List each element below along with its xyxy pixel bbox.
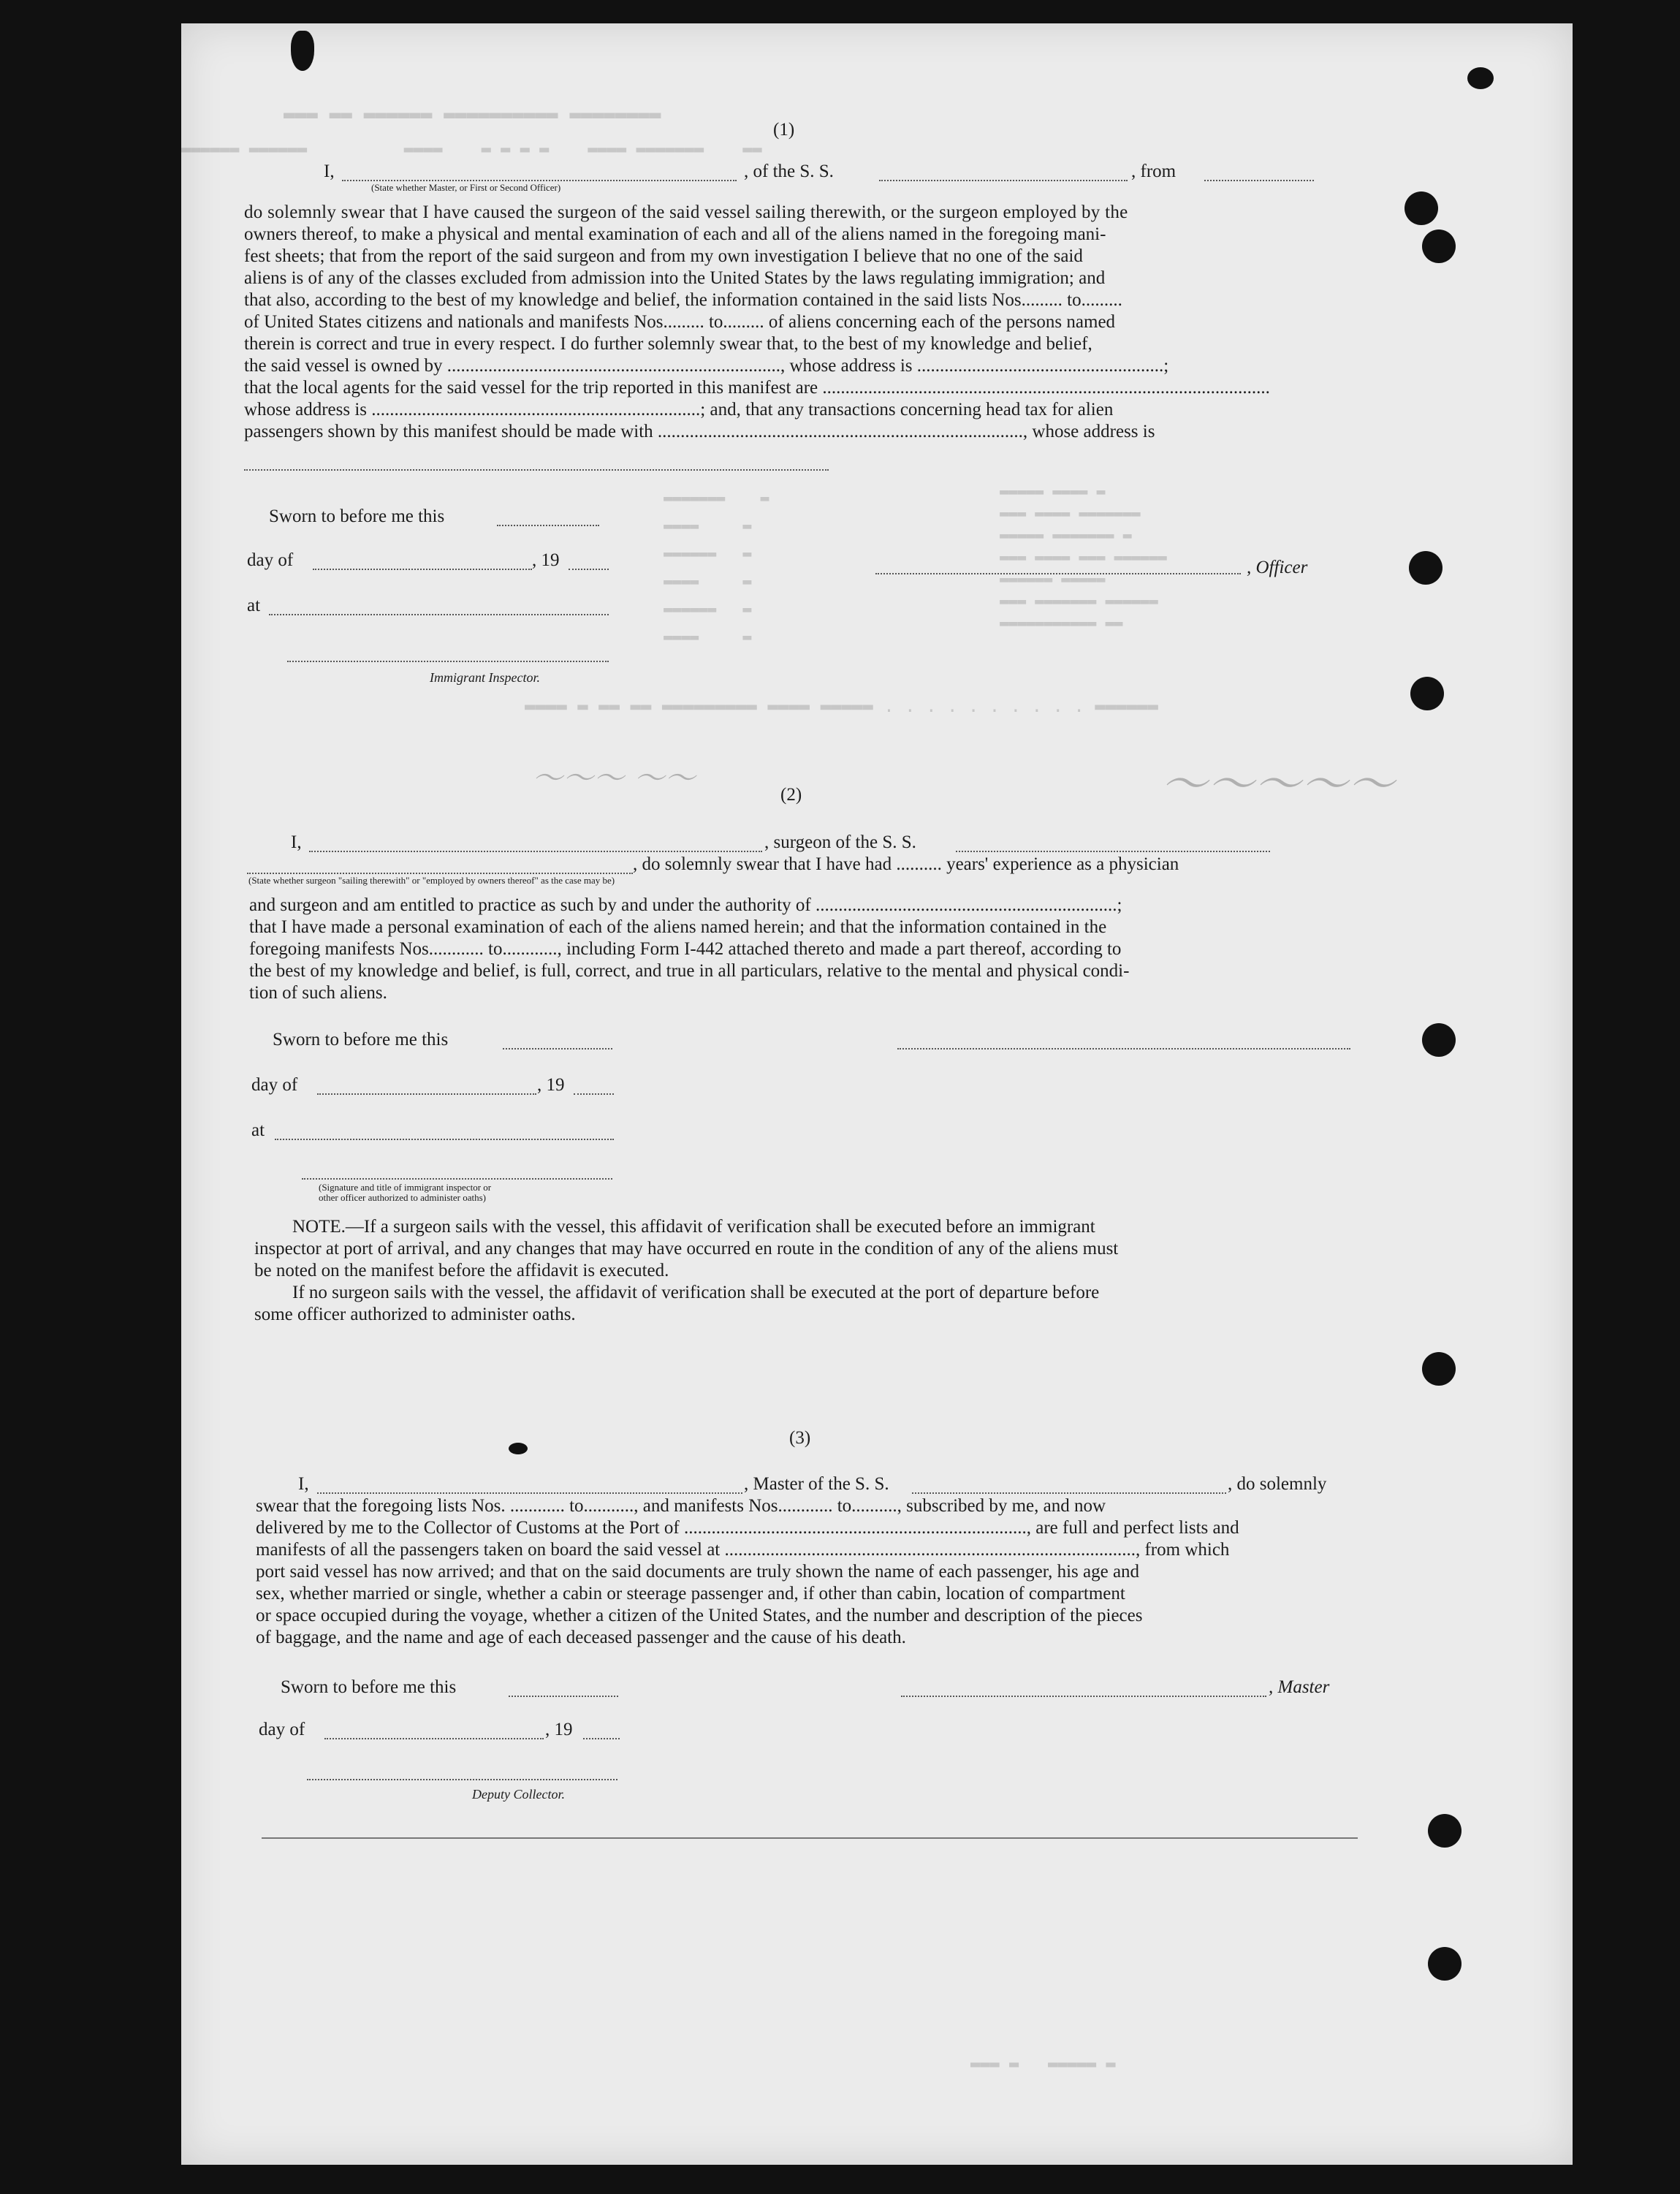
section-2-day-of: day of <box>251 1075 298 1095</box>
section-3-number: (3) <box>789 1428 811 1448</box>
section-1-i: I, <box>324 162 335 181</box>
binder-hole <box>1422 1023 1456 1057</box>
bleed-through-text: ▬▬▬▬▬▬▬ ▬ ▬▬▬▬ ▬ ▬▬▬▬▬▬ ▬ ▬▬▬▬ ▬ ▬▬▬▬▬▬ ▬ ▬▬▬▬ ▬ <box>664 489 769 645</box>
sig-caption-line-2: other officer authorized to administer oaths) <box>319 1192 486 1203</box>
surgeon-vessel-field <box>956 851 1270 852</box>
officer-signature-field <box>875 573 1241 574</box>
inspector-signature-field-2 <box>302 1178 612 1180</box>
year-field <box>569 569 609 570</box>
section-1-of-ss: , of the S. S. <box>744 162 834 181</box>
vessel-name-field <box>879 180 1128 181</box>
binder-hole <box>1405 191 1438 225</box>
section-1-at: at <box>247 596 261 615</box>
surgeon-status-field <box>247 873 633 874</box>
bleed-through-text: ▬▬▬▬ ▬ ▬▬ ▬▬ ▬▬▬▬▬▬▬▬▬ ▬▬▬▬ ▬▬▬▬▬ . . . . . . . . . . ▬▬▬▬▬▬ <box>525 696 1158 716</box>
master-name-field <box>317 1492 742 1494</box>
master-vessel-field <box>912 1492 1226 1494</box>
manifest-reverse-page <box>181 23 1573 2165</box>
section-3-19: , 19 <box>545 1720 573 1739</box>
section-3-master-of-ss: , Master of the S. S. <box>744 1474 889 1494</box>
master-signature-field <box>901 1696 1266 1697</box>
section-1-19: , 19 <box>532 550 560 570</box>
year-field-3 <box>583 1738 620 1739</box>
bottom-divider <box>262 1837 1358 1839</box>
binder-hole <box>1428 1814 1462 1848</box>
section-3-day-of: day of <box>259 1720 305 1739</box>
section-2-sworn: Sworn to before me this <box>273 1030 449 1049</box>
ink-blot <box>1467 67 1494 89</box>
section-2-i: I, <box>291 832 302 852</box>
deputy-caption: Deputy Collector. <box>472 1787 565 1802</box>
binder-hole <box>1410 677 1444 710</box>
section-3-i: I, <box>298 1474 309 1494</box>
officer-title-field <box>342 180 737 181</box>
bleed-through-text: ▬▬▬ ▬ ▬▬▬▬▬ ▬ <box>970 2055 1116 2073</box>
section-2-surgeon: , surgeon of the S. S. <box>764 832 916 852</box>
ink-blot <box>291 31 314 71</box>
section-2-19: , 19 <box>537 1075 565 1095</box>
bleed-through-text: ▬▬▬▬▬ ▬▬▬▬ ▬ ▬▬▬ ▬▬▬▬ ▬▬▬▬▬▬▬ ▬▬▬▬▬ ▬▬▬▬▬▬▬ ▬ ▬▬▬ ▬▬▬▬ ▬▬▬ ▬▬▬▬▬▬ ▬▬▬▬▬▬ ▬▬▬▬▬ ▬▬▬ ▬▬▬▬▬▬▬ ▬▬▬▬▬▬ ▬▬▬▬▬▬▬▬▬▬▬ ▬▬ <box>1000 482 1167 631</box>
section-3-swear: , do solemnly <box>1228 1474 1327 1494</box>
sworn-field <box>497 525 599 526</box>
sworn-field-3 <box>509 1696 618 1697</box>
section-2-at: at <box>251 1120 265 1140</box>
surgeon-signature-field <box>897 1048 1350 1049</box>
section-1-paragraph: do solemnly swear that I have caused the surgeon of the said vessel sailing therewith, or the surgeon employed by the owners thereof, to make a physical and mental examination of each and all of the aliens named in the foregoing mani- fest sheets; that from the report of the said surgeon and from my own investigation I believe that no one of the said aliens is of any of the classes excluded from admission into the United States by the laws regulating immigration; and that also, according to the best of my knowledge and belief, the information contained in the said lists Nos......... to......... of United States citizens and nationals and manifests Nos......... to......... of aliens concerning each of the persons named therein is correct and true in every respect. I do further solemnly swear that, to the best of my knowledge and belief, the said vessel is owned by ........................................................................., whose address is ......................................................; that the local agents for the said vessel for the trip reported in this manifest are .................................................................................................. whose address is ........................................................................; and, that any transactions concerning head tax for alien passengers shown by this manifest should be made with ................................................................................, whose address is <box>244 202 1270 441</box>
inspector-caption: Immigrant Inspector. <box>430 670 540 685</box>
section-1-from: , from <box>1131 162 1177 181</box>
inspector-signature-field <box>287 661 609 662</box>
at-field-2 <box>275 1139 614 1140</box>
bleed-through-text: ▬▬▬ ▬▬ ▬▬▬▬▬▬ ▬▬▬▬▬▬▬▬▬▬ ▬▬▬▬▬▬▬▬ <box>284 104 661 126</box>
section-1-sworn: Sworn to before me this <box>269 506 445 526</box>
bleed-through-handwriting: ～～～ ～～ <box>532 760 696 796</box>
day-field <box>313 569 532 570</box>
section-3-paragraph: swear that the foregoing lists Nos. ............ to..........., and manifests Nos............ to.........., subscribed by me, and now delivered by me to the Collector of Customs at the Port of ..........................................................................., are full and perfect lists and manifests of all the passengers taken on board the said vessel at .........................................................................................., from which port said vessel has now arrived; and that on the said documents are truly shown the name of each passenger, his age and sex, whether married or single, whether a cabin or steerage passenger and, if other than cabin, location of compartment or space occupied during the voyage, whether a citizen of the United States, and the number and description of the pieces of baggage, and the name and age of each deceased passenger and the cause of his death. <box>256 1496 1239 1647</box>
officer-caption: (State whether Master, or First or Second Officer) <box>371 182 561 193</box>
section-2-paragraph: and surgeon and am entitled to practice as such by and under the authority of ..................................................................; that I have made a personal examination of each of the aliens named herein; and that the information contained in the foregoing manifests Nos............ to............, including Form I-442 attached thereto and made a part thereof, according to the best of my knowledge and belief, is full, correct, and true in all particulars, relative to the mental and physical condi- tion of such aliens. <box>249 895 1130 1003</box>
section-2-note: NOTE.—If a surgeon sails with the vessel, this affidavit of verification shall be executed before an immigrant inspector at port of arrival, and any changes that may have occurred en route in the condition of any of the aliens must be noted on the manifest before the affidavit is executed. If no surgeon sails with the vessel, the affidavit of verification shall be executed at the port of departure before some officer authorized to administer oaths. <box>254 1217 1119 1324</box>
officer-label: , Officer <box>1247 558 1308 577</box>
binder-hole <box>1409 551 1443 585</box>
sig-caption-line-1: (Signature and title of immigrant inspector or <box>319 1182 492 1193</box>
section-1-day-of: day of <box>247 550 294 570</box>
year-field-2 <box>574 1093 614 1095</box>
section-2-line2: , do solemnly swear that I have had .......... years' experience as a physician <box>633 854 1179 874</box>
day-field-3 <box>324 1738 544 1739</box>
deputy-signature-field <box>307 1779 617 1780</box>
from-port-field <box>1204 180 1314 181</box>
sworn-field-2 <box>503 1048 612 1049</box>
binder-hole <box>1428 1947 1462 1981</box>
binder-hole <box>1422 229 1456 263</box>
master-label: , Master <box>1269 1677 1330 1697</box>
at-field <box>269 614 609 615</box>
bleed-through-handwriting: ～～～～～ <box>1160 758 1394 812</box>
ink-blot <box>509 1443 528 1454</box>
section-1-continuation-field <box>244 469 829 471</box>
section-2-number: (2) <box>780 785 802 805</box>
surgeon-caption: (State whether surgeon "sailing therewith" or "employed by owners thereof" as the case may be) <box>248 875 615 886</box>
section-1-number: (1) <box>773 120 795 140</box>
section-3-sworn: Sworn to before me this <box>281 1677 457 1697</box>
binder-hole <box>1422 1352 1456 1386</box>
day-field-2 <box>317 1093 536 1095</box>
surgeon-name-field <box>309 851 762 852</box>
bleed-through-text: ▬▬▬▬▬▬ ▬▬▬▬▬▬ ▬▬▬▬ ▬ ▬ ▬ ▬ ▬▬▬▬ ▬▬▬▬▬▬▬ ▬▬ <box>181 140 762 159</box>
